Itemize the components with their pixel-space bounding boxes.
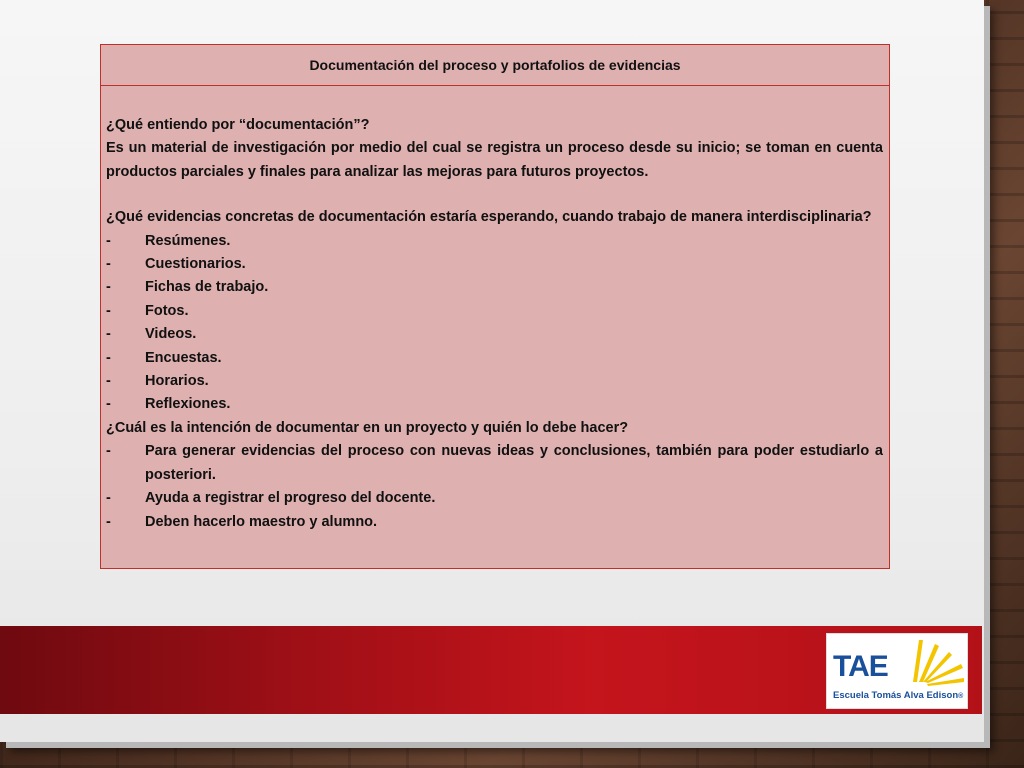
sun-rays-icon: [909, 638, 965, 690]
list-item: [106, 230, 883, 253]
list-item: [106, 276, 883, 299]
question-3: ¿Cuál es la intención de documentar en un proyecto y quién lo debe hacer?: [106, 419, 629, 436]
dash: -: [106, 513, 111, 530]
dash: -: [106, 443, 111, 460]
dash: -: [106, 326, 111, 343]
answer-1: Es un material de investigación por medio del cual se registra un proceso desde su inicio; se toman en cuenta productos parciales y finales para analizar las mejoras para futuros proyectos.: [106, 140, 883, 180]
list-item: [106, 323, 883, 346]
logo-school-name: [833, 690, 963, 701]
school-name-text: Escuela Tomás Alva Edison: [833, 690, 959, 701]
dash: -: [106, 302, 111, 319]
school-logo: [826, 633, 968, 709]
spacer: [106, 184, 883, 206]
list-item-text: Videos.: [145, 326, 197, 343]
list-item-text: Resúmenes.: [145, 232, 231, 249]
list-item-text: Encuestas.: [145, 349, 222, 366]
dash: -: [106, 232, 111, 249]
list-item-text: Fichas de trabajo.: [145, 279, 269, 296]
dash: -: [106, 373, 111, 390]
table-title: Documentación del proceso y portafolios de evidencias: [101, 45, 889, 86]
dash: -: [106, 396, 111, 413]
list-item: [106, 300, 883, 323]
content-table: [100, 44, 890, 569]
registered-mark: ®: [958, 693, 964, 700]
list-item: [106, 370, 883, 393]
evidence-list: [106, 230, 883, 417]
list-item: [106, 253, 883, 276]
list-item-text: Deben hacerlo maestro y alumno.: [145, 513, 378, 530]
intention-list: [106, 440, 883, 534]
dash: -: [106, 256, 111, 273]
list-item: [106, 440, 883, 487]
list-item: [106, 487, 883, 510]
list-item-text: Horarios.: [145, 373, 209, 390]
question-2: ¿Qué evidencias concretas de documentación estaría esperando, cuando trabajo de manera interdisciplinaria?: [106, 209, 872, 226]
list-item-text: Para generar evidencias del proceso con nuevas ideas y conclusiones, también para poder estudiarlo a posteriori.: [145, 443, 883, 483]
dash: -: [106, 279, 111, 296]
list-item-text: Fotos.: [145, 302, 189, 319]
list-item-text: Ayuda a registrar el progreso del docente.: [145, 490, 436, 507]
logo-acronym: TAE: [833, 650, 888, 683]
dash: -: [106, 490, 111, 507]
list-item: [106, 511, 883, 534]
list-item: [106, 347, 883, 370]
list-item: [106, 393, 883, 416]
table-body: [101, 86, 889, 534]
dash: -: [106, 349, 111, 366]
question-1: ¿Qué entiendo por “documentación”?: [106, 117, 370, 133]
list-item-text: Cuestionarios.: [145, 256, 246, 273]
list-item-text: Reflexiones.: [145, 396, 231, 413]
